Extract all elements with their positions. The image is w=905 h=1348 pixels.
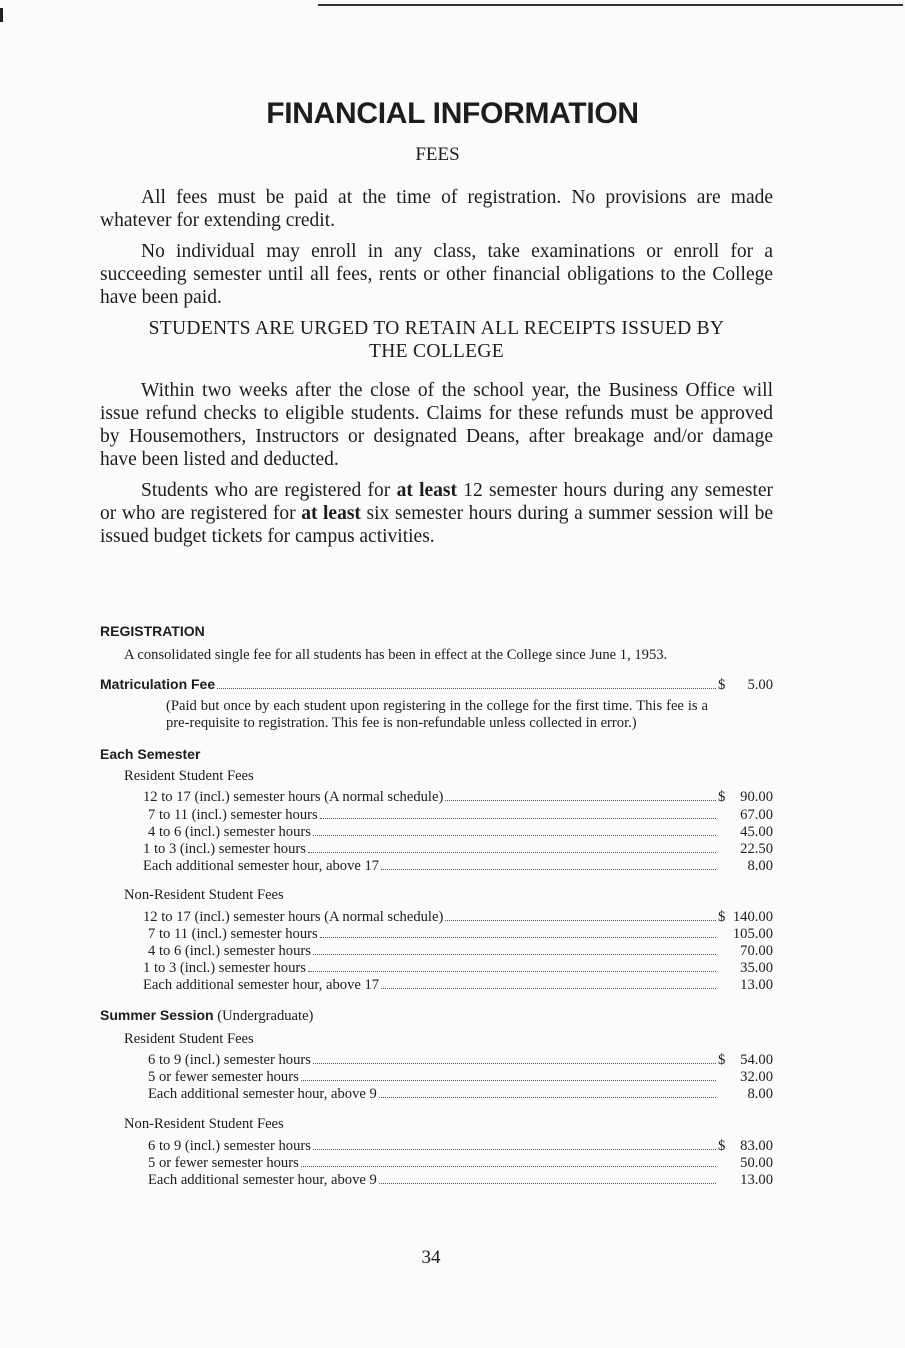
- fee-row: [148, 1138, 773, 1155]
- fee-row: [148, 1052, 773, 1069]
- top-rule: [318, 4, 903, 6]
- fee-label: 6 to 9 (incl.) semester hours: [148, 1051, 311, 1068]
- amount: 45.00: [740, 823, 773, 840]
- dot-leader: [217, 688, 716, 689]
- registration-intro: A consolidated single fee for all students has been in effect at the College since June 1, 1953.: [124, 647, 668, 664]
- amount: 90.00: [740, 789, 773, 806]
- fee-label: 5 or fewer semester hours: [148, 1154, 299, 1171]
- fee-label: 6 to 9 (incl.) semester hours: [148, 1137, 311, 1154]
- matriculation-row: [100, 676, 773, 693]
- dot-leader: [313, 1063, 716, 1064]
- fee-label: 12 to 17 (incl.) semester hours (A normal schedule): [143, 908, 444, 925]
- matriculation-note: (Paid but once by each student upon registering in the college for the first time. This fee is a pre-requisite to registration. This fee is non-refundable unless collected in error.): [166, 697, 708, 731]
- fee-row: [143, 858, 773, 875]
- amount: 8.00: [747, 858, 773, 875]
- fee-label: 7 to 11 (incl.) semester hours: [148, 925, 318, 942]
- fee-row: [143, 926, 773, 943]
- dot-leader: [445, 800, 716, 801]
- summer-heading-suffix: (Undergraduate): [213, 1008, 314, 1025]
- dot-leader: [308, 852, 716, 853]
- currency: $: [718, 1051, 726, 1068]
- text: Students who are registered for: [141, 480, 397, 501]
- dot-leader: [313, 835, 716, 836]
- fee-label: 1 to 3 (incl.) semester hours: [143, 960, 306, 977]
- section-subtitle: FEES: [415, 144, 460, 165]
- nonresident-label: Non-Resident Student Fees: [124, 887, 284, 904]
- fee-label: Each additional semester hour, above 17: [143, 977, 380, 994]
- fee-row: [148, 1086, 773, 1103]
- amount: 8.00: [747, 1086, 773, 1103]
- dot-leader: [308, 971, 716, 972]
- fee-label: 7 to 11 (incl.) semester hours: [148, 806, 318, 823]
- fee-row: [148, 1172, 773, 1189]
- registration-heading: REGISTRATION: [100, 623, 205, 639]
- resident-label: Resident Student Fees: [124, 768, 254, 785]
- fee-row: [143, 824, 773, 841]
- fee-label: 4 to 6 (incl.) semester hours: [148, 823, 311, 840]
- amount: 50.00: [740, 1154, 773, 1171]
- emphasis: at least: [301, 503, 361, 524]
- amount: 54.00: [740, 1051, 773, 1068]
- receipts-notice: STUDENTS ARE URGED TO RETAIN ALL RECEIPTS ISSUED BY THE COLLEGE: [148, 318, 725, 362]
- dot-leader: [313, 954, 716, 955]
- fee-label: 1 to 3 (incl.) semester hours: [143, 840, 306, 857]
- amount: 5.00: [747, 677, 773, 694]
- fee-table: [100, 909, 773, 995]
- dot-leader: [445, 920, 716, 921]
- dot-leader: [379, 1183, 716, 1184]
- registration-section: [100, 623, 773, 1189]
- summer-heading: [100, 1007, 773, 1025]
- fee-label: Each additional semester hour, above 17: [143, 858, 380, 875]
- body-text: [100, 186, 773, 556]
- paragraph-budget-tickets: [100, 479, 773, 548]
- dot-leader: [379, 1097, 716, 1098]
- text: 12 semester hours during any semester or who are registered for: [100, 480, 773, 524]
- page-title: FINANCIAL INFORMATION: [266, 97, 639, 130]
- amount: 13.00: [740, 1172, 773, 1189]
- fee-row: [148, 1155, 773, 1172]
- dot-leader: [381, 869, 716, 870]
- currency: $: [718, 677, 726, 694]
- paragraph-enrollment: No individual may enroll in any class, take examinations or enroll for a succeeding semester until all fees, rents or other financial obligations to the College have been paid.: [100, 241, 773, 308]
- amount: 13.00: [740, 977, 773, 994]
- fee-label: 5 or fewer semester hours: [148, 1069, 299, 1086]
- dot-leader: [320, 818, 716, 819]
- nonresident-label: Non-Resident Student Fees: [124, 1116, 284, 1133]
- amount: 22.50: [740, 840, 773, 857]
- emphasis: at least: [396, 480, 457, 501]
- fee-label: Each additional semester hour, above 9: [148, 1172, 377, 1189]
- currency: $: [718, 908, 726, 925]
- currency: $: [718, 1137, 726, 1154]
- fee-row: [143, 807, 773, 824]
- fee-table: [100, 789, 773, 875]
- fee-row: [143, 977, 773, 994]
- fee-row: [143, 789, 773, 806]
- fee-label: 12 to 17 (incl.) semester hours (A normal schedule): [143, 789, 444, 806]
- fee-label: 4 to 6 (incl.) semester hours: [148, 942, 311, 959]
- each-semester-heading: Each Semester: [100, 746, 201, 762]
- page-number: 34: [421, 1247, 441, 1268]
- dot-leader: [320, 937, 716, 938]
- fee-table: [100, 1138, 773, 1190]
- amount: 105.00: [732, 925, 773, 942]
- matriculation-label: Matriculation Fee: [100, 676, 216, 693]
- amount: 35.00: [740, 960, 773, 977]
- currency: $: [718, 789, 726, 806]
- fee-row: [143, 960, 773, 977]
- amount: 140.00: [732, 908, 773, 925]
- fee-label: Each additional semester hour, above 9: [148, 1086, 377, 1103]
- dot-leader: [301, 1080, 716, 1081]
- paragraph-refunds: Within two weeks after the close of the school year, the Business Office will issue refund checks to eligible students. Claims for these refunds must be approved by Housemothers, Instructors or designated Deans, after breakage and/or damage have been listed and deducted.: [100, 380, 773, 470]
- amount: 32.00: [740, 1069, 773, 1086]
- dot-leader: [313, 1149, 716, 1150]
- fee-row: [143, 943, 773, 960]
- dot-leader: [381, 988, 716, 989]
- text: six semester hours during a summer session will be issued budget tickets for campus activities.: [100, 503, 774, 547]
- paragraph-payment: All fees must be paid at the time of registration. No provisions are made whatever for extending credit.: [100, 187, 773, 231]
- resident-label: Resident Student Fees: [124, 1030, 254, 1047]
- dot-leader: [301, 1166, 716, 1167]
- fee-row: [148, 1069, 773, 1086]
- scan-mark: [0, 8, 3, 22]
- summer-heading-label: Summer Session: [100, 1007, 214, 1024]
- fee-table: [100, 1052, 773, 1104]
- amount: 83.00: [740, 1137, 773, 1154]
- fee-row: [143, 909, 773, 926]
- fee-row: [143, 841, 773, 858]
- amount: 67.00: [740, 806, 773, 823]
- amount: 70.00: [740, 942, 773, 959]
